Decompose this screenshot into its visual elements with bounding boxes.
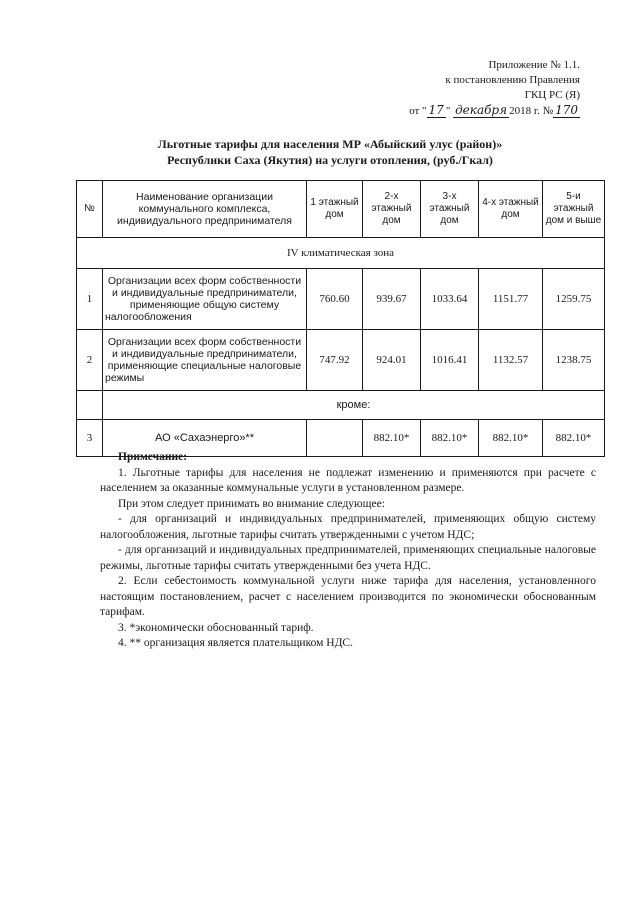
notes-section xyxy=(100,450,596,652)
document-title xyxy=(100,136,560,168)
table-row xyxy=(77,330,605,391)
row-value-1: 760.60 xyxy=(307,269,363,330)
row-value-4: 882.10* xyxy=(479,420,543,457)
tariff-table xyxy=(76,180,605,457)
appendix-line3: ГКЦ РС (Я) xyxy=(524,89,580,101)
note-1-special-tax: - для организаций и индивидуальных предпринимателей, применяющих специальные налоговые режимы, льготные тарифы считать утвержденными без учета НДС. xyxy=(100,544,596,572)
row-value-5: 1238.75 xyxy=(543,330,605,391)
row-value-2: 882.10* xyxy=(363,420,421,457)
header-3-floor: 3-х этажный дом xyxy=(421,181,479,238)
note-4: 4. ** организация является плательщиком НДС. xyxy=(118,637,353,649)
row-num: 2 xyxy=(77,330,103,391)
date-month: декабря xyxy=(455,103,508,117)
row-value-4: 1132.57 xyxy=(479,330,543,391)
except-label: кроме: xyxy=(103,391,605,420)
header-num: № xyxy=(77,181,103,238)
decree-number: 170 xyxy=(555,103,578,117)
title-line1: Льготные тарифы для населения МР «Абыйский улус (район)» xyxy=(157,137,503,151)
note-1: 1. Льготные тарифы для населения не подлежат изменению и применяются при расчете с населением за оказанные коммунальные услуги в установленном размере. xyxy=(100,466,596,494)
note-3: 3. *экономически обоснованный тариф. xyxy=(118,621,314,634)
row-num: 1 xyxy=(77,269,103,330)
note-1-general-tax: - для организаций и индивидуальных предпринимателей, применяющих общую систему налогообложения, льготные тарифы считать утвержденными с учетом НДС; xyxy=(100,513,596,541)
row-value-4: 1151.77 xyxy=(479,269,543,330)
row-value-5: 1259.75 xyxy=(543,269,605,330)
header-4-floor: 4-х этажный дом xyxy=(479,181,543,238)
header-2-floor: 2-х этажный дом xyxy=(363,181,421,238)
zone-row xyxy=(77,238,605,269)
row-value-1: 747.92 xyxy=(307,330,363,391)
note-1-intro: При этом следует принимать во внимание следующее: xyxy=(118,497,385,510)
title-line2: Республики Саха (Якутия) на услуги отопления, (руб./Гкал) xyxy=(167,153,493,167)
row-org-name: Организации всех форм собственности и индивидуальные предприниматели, применяющие специальные налоговые режимы xyxy=(103,330,307,391)
row-value-2: 924.01 xyxy=(363,330,421,391)
row-org-name: Организации всех форм собственности и индивидуальные предприниматели, применяющие общую систему налогообложения xyxy=(103,269,307,330)
row-num: 3 xyxy=(77,420,103,457)
date-mid: " xyxy=(445,105,451,117)
row-value-3: 882.10* xyxy=(421,420,479,457)
except-num-cell xyxy=(77,391,103,420)
notes-heading: Примечание: xyxy=(118,451,188,463)
appendix-block xyxy=(300,58,580,119)
header-org-name: Наименование организации коммунального комплекса, индивидуального предпринимателя xyxy=(103,181,307,238)
table-header-row xyxy=(77,181,605,238)
appendix-line1: Приложение № 1.1. xyxy=(488,59,580,71)
appendix-date-line xyxy=(300,103,580,119)
zone-label: IV климатическая зона xyxy=(77,238,605,269)
date-year: 2018 г. № xyxy=(509,105,554,117)
table-row xyxy=(77,269,605,330)
date-day: 17 xyxy=(428,103,444,117)
row-value-3: 1033.64 xyxy=(421,269,479,330)
appendix-line2: к постановлению Правления xyxy=(445,74,580,86)
row-value-2: 939.67 xyxy=(363,269,421,330)
row-value-5: 882.10* xyxy=(543,420,605,457)
note-2: 2. Если себестоимость коммунальной услуги ниже тарифа для населения, установленного настоящим постановлением, расчет с населением производится по экономически обоснованным тарифам. xyxy=(100,575,596,618)
date-prefix: от " xyxy=(409,105,427,117)
row-org-name: АО «Сахаэнерго»** xyxy=(103,420,307,457)
row-value-3: 1016.41 xyxy=(421,330,479,391)
header-5-floor: 5-и этажный дом и выше xyxy=(543,181,605,238)
except-row xyxy=(77,391,605,420)
header-1-floor: 1 этажный дом xyxy=(307,181,363,238)
